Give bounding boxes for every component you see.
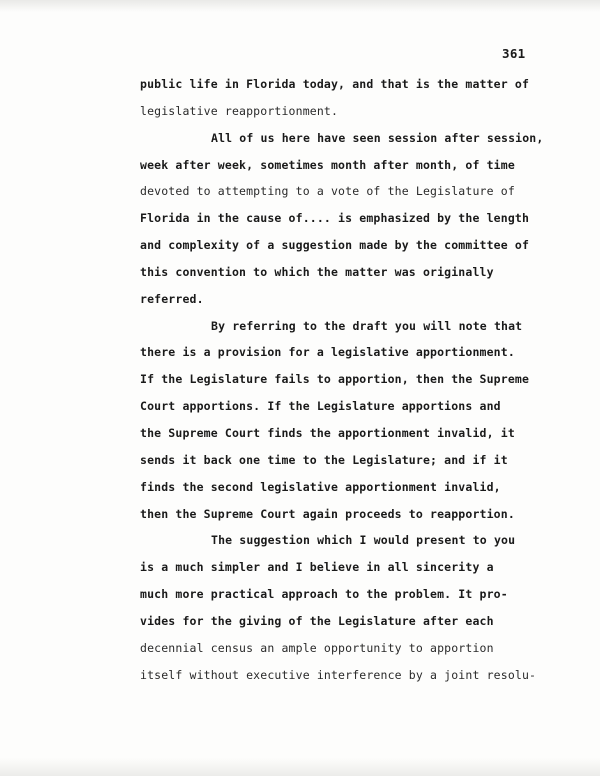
text-line: finds the second legislative apportionment invalid,: [140, 479, 501, 494]
text-line: sends it back one time to the Legislature; and if it: [140, 452, 508, 467]
text-line: public life in Florida today, and that is the matter of: [140, 77, 530, 91]
paragraph-start-line: By referring to the draft you will note that: [211, 318, 523, 333]
text-line: much more practical approach to the problem. It pro-: [140, 587, 508, 602]
text-line: legislative reapportionment.: [140, 103, 339, 118]
page-top-edge: [0, 0, 600, 12]
text-line: referred.: [140, 291, 204, 306]
text-line: the Supreme Court finds the apportionment invalid, it: [140, 425, 515, 440]
text-line: devoted to attempting to a vote of the Legislature of: [140, 184, 515, 199]
text-line: Florida in the cause of.... is emphasized by the length: [140, 211, 530, 226]
page-bottom-edge: [0, 758, 600, 776]
text-line: vides for the giving of the Legislature after each: [140, 613, 494, 628]
text-line: is a much simpler and I believe in all sincerity a: [140, 560, 494, 575]
text-line: and complexity of a suggestion made by the committee of: [140, 238, 530, 253]
paragraph-start-line: All of us here have seen session after session,: [211, 130, 544, 145]
text-line: week after week, sometimes month after month, of time: [140, 157, 515, 172]
text-line: then the Supreme Court again proceeds to reapportion.: [140, 506, 515, 521]
text-line: itself without executive interference by a joint resolu-: [140, 667, 537, 682]
transcript-text: [140, 74, 580, 691]
text-line: this convention to which the matter was originally: [140, 264, 494, 279]
text-line: there is a provision for a legislative apportionment.: [140, 345, 515, 360]
page-number: 361: [502, 46, 526, 61]
text-line: Court apportions. If the Legislature apportions and: [140, 399, 501, 414]
text-line: decennial census an ample opportunity to apportion: [140, 640, 494, 655]
text-line: If the Legislature fails to apportion, then the Supreme: [140, 372, 530, 387]
paragraph-start-line: The suggestion which I would present to you: [211, 533, 516, 548]
